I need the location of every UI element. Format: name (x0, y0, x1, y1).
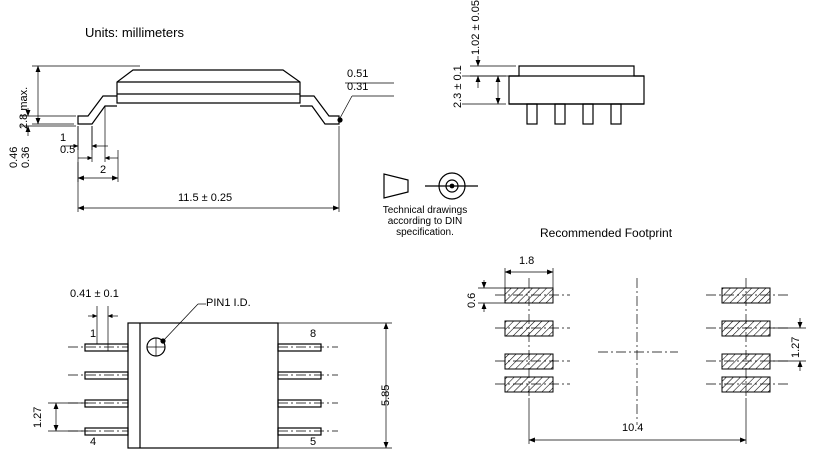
dim-lead-foot-05-label: 0.5 (60, 144, 76, 156)
dim-standoff-label: 1.02 ± 0.05 (470, 0, 482, 55)
dim-footprint-span-label: 10.4 (622, 422, 644, 434)
pin1-id-leader (160, 304, 206, 344)
dim-pitch-topview-label: 1.27 (32, 406, 44, 428)
dim-height-max-label: 2.8 max. (18, 86, 30, 129)
dim-pad-width-label: 1.8 (519, 255, 535, 267)
dim-pad-height-label: 0.6 (466, 292, 478, 308)
dim-lead-width-bottom-label: 0.31 (347, 81, 369, 93)
dim-overall-length-label: 11.5 ± 0.25 (178, 192, 233, 204)
dim-lead-thickness-bottom-label: 0.36 (20, 146, 32, 168)
pin-label-1: 1 (90, 328, 97, 340)
pin-label-4: 4 (90, 436, 97, 448)
dim-lead-foot-05 (78, 106, 118, 162)
din-projection-symbol (384, 173, 478, 199)
pin-label-8: 8 (310, 328, 317, 340)
dim-pitch-topview (48, 403, 88, 431)
top-view-body (68, 323, 338, 448)
dim-body-width-end-label: 2.3 ± 0.1 (452, 65, 464, 108)
dim-lead-foot-2-label: 2 (100, 164, 107, 176)
din-note-line1: Technical drawings (382, 205, 468, 216)
dim-pin-width-label: 0.41 ± 0.1 (70, 288, 119, 300)
pin1-id-label: PIN1 I.D. (206, 297, 251, 309)
dim-footprint-span (529, 398, 746, 444)
dim-body-width-end (462, 76, 506, 104)
units-note: Units: millimeters (85, 25, 184, 40)
dim-lead-foot-2 (78, 150, 118, 182)
dim-pad-height (478, 280, 505, 312)
dim-lead-foot-1-label: 1 (60, 132, 67, 144)
dim-body-width-top-label: 5.85 (380, 384, 392, 406)
din-note-line2: according to DIN (387, 216, 463, 227)
dim-lead-width-top-label: 0.51 (347, 68, 369, 80)
pin-label-5: 5 (310, 436, 317, 448)
footprint-title: Recommended Footprint (540, 226, 673, 240)
side-view-body (78, 70, 339, 124)
dim-footprint-pitch-label: 1.27 (790, 336, 802, 358)
dim-body-width-top (278, 323, 392, 448)
end-view-body (509, 66, 644, 124)
din-note-line3: specification. (396, 227, 454, 238)
dim-lead-thickness-top-label: 0.46 (8, 146, 20, 168)
